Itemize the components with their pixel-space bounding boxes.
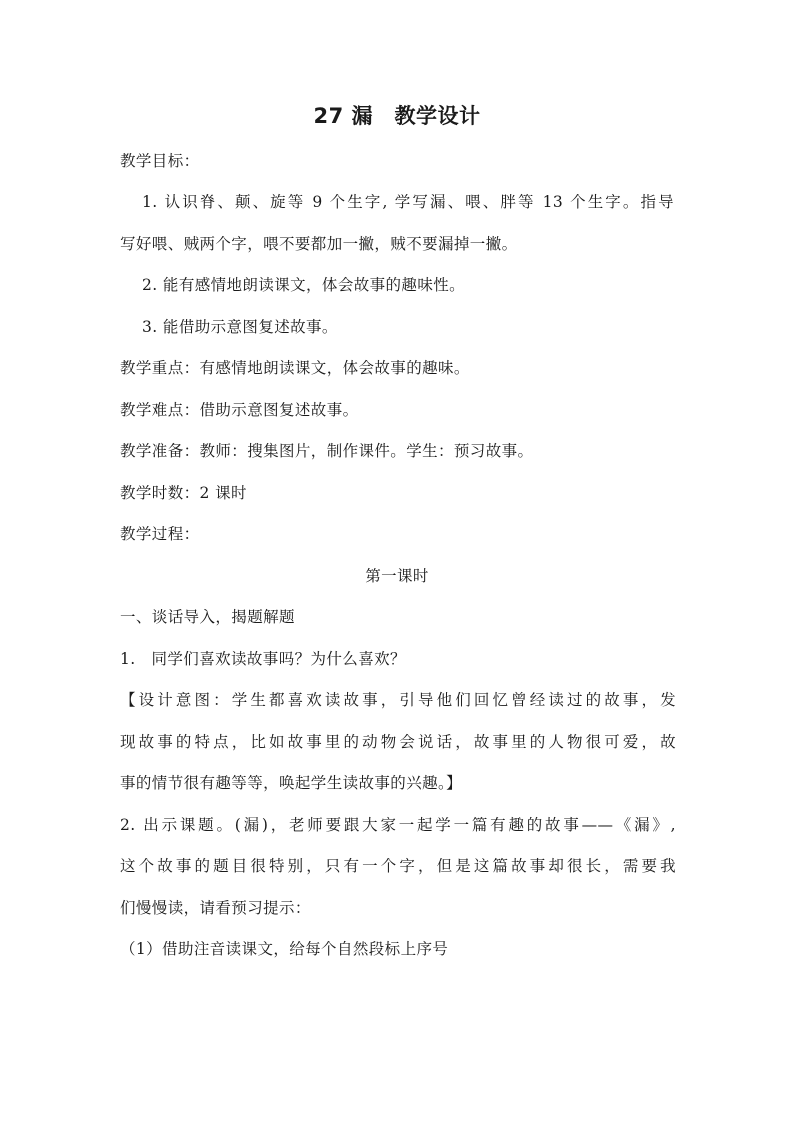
goal-2: 2. 能有感情地朗读课文，体会故事的趣味性。 [142,276,466,294]
design-intent-line-2: 现故事的特点，比如故事里的动物会说话，故事里的人物很可爱，故 [120,733,676,751]
preview-tip-1: （1）借助注音读课文，给每个自然段标上序号 [120,940,449,958]
lesson-heading: 第一课时 [365,567,429,585]
question-1: 1. 同学们喜欢读故事吗？为什么喜欢？ [120,650,406,668]
goal-1-line-1: 1. 认识脊、颠、旋等 9 个生字, 学写漏、喂、胖等 13 个生字。指导 [142,193,674,211]
goal-3: 3. 能借助示意图复述故事。 [142,318,338,336]
class-hours: 教学时数：2 课时 [120,484,247,502]
process-heading: 教学过程： [120,525,200,543]
goal-1-line-2: 写好喂、贼两个字，喂不要都加一撇，贼不要漏掉一撇。 [120,235,518,253]
preparation: 教学准备：教师：搜集图片，制作课件。学生：预习故事。 [120,442,534,460]
document-title: 27 漏 教学设计 [313,104,481,128]
design-intent-line-3: 事的情节很有趣等等，唤起学生读故事的兴趣。】 [120,774,463,792]
design-intent-line-1: 【设计意图：学生都喜欢读故事，引导他们回忆曾经读过的故事，发 [120,691,676,709]
key-point: 教学重点：有感情地朗读课文，体会故事的趣味。 [120,359,470,377]
item-2-line-3: 们慢慢读，请看预习提示： [120,899,311,917]
goals-heading: 教学目标： [120,152,200,170]
section-1-heading: 一、谈话导入，揭题解题 [120,608,295,626]
item-2-line-1: 2. 出示课题。(漏)，老师要跟大家一起学一篇有趣的故事——《漏》, [120,816,676,834]
item-2-line-2: 这个故事的题目很特别，只有一个字，但是这篇故事却很长，需要我 [120,857,676,875]
difficulty: 教学难点：借助示意图复述故事。 [120,401,359,419]
